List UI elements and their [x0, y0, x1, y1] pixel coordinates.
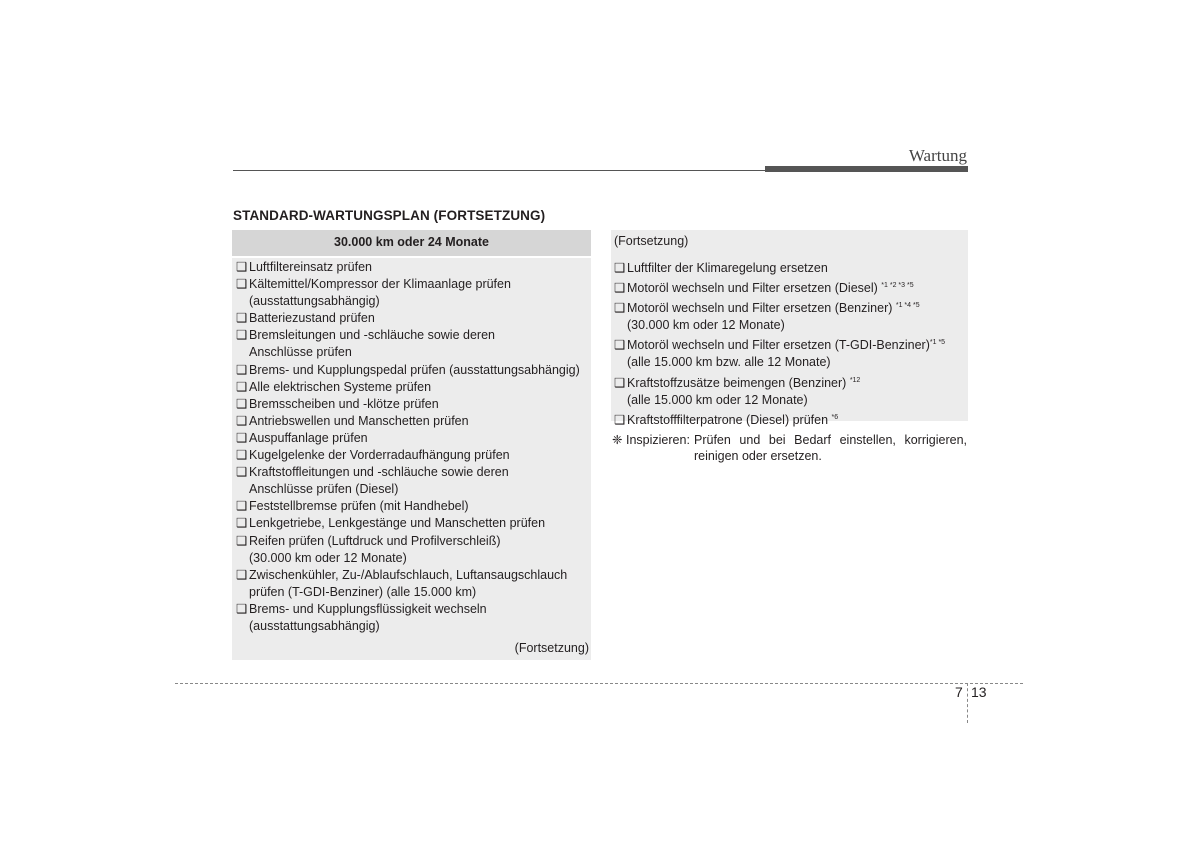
checklist-item	[614, 354, 966, 371]
checklist-item	[236, 293, 588, 310]
checkbox-icon: ❑	[236, 413, 248, 428]
header-title: Wartung	[908, 146, 967, 165]
footnote-marker: *1 *5	[929, 339, 946, 347]
note-line-2: reinigen oder ersetzen.	[694, 449, 822, 463]
checklist-item	[614, 334, 966, 354]
checkbox-icon: ❑	[236, 362, 248, 377]
checkbox-icon: ❑	[236, 311, 248, 326]
left-table-separator	[232, 256, 591, 258]
checklist-item-text: Motoröl wechseln und Filter ersetzen (T-GDI-Benziner)	[627, 338, 930, 353]
checklist-item-text: Antriebswellen und Manschetten prüfen	[249, 413, 469, 428]
checklist-item	[236, 584, 588, 601]
footnote-marker: *6	[831, 413, 839, 421]
checklist-item	[236, 567, 588, 584]
checklist-item-text: Lenkgetriebe, Lenkgestänge und Manschetten prüfen	[249, 516, 546, 531]
checkbox-icon: ❑	[614, 375, 626, 390]
checklist-item-text: Kraftstofffilterpatrone (Diesel) prüfen	[627, 412, 832, 427]
checklist-item-text: Reifen prüfen (Luftdruck und Profilverschleiß)	[249, 533, 501, 548]
note-term: Inspizieren:	[626, 433, 690, 447]
checkbox-icon: ❑	[236, 601, 248, 616]
checklist-item-text: (ausstattungsabhängig)	[249, 618, 380, 633]
checklist-item-text: Batteriezustand prüfen	[249, 311, 375, 326]
checkbox-icon: ❑	[614, 281, 626, 296]
checklist-item-text: Kältemittel/Kompressor der Klimaanlage prüfen	[249, 277, 511, 292]
checklist-item-text: (alle 15.000 km bzw. alle 12 Monate)	[627, 355, 831, 370]
checklist-item	[236, 464, 588, 481]
left-table-heading: 30.000 km oder 24 Monate	[232, 230, 591, 256]
header-rule	[233, 170, 765, 171]
checklist-item-text: Luftfilter der Klimaregelung ersetzen	[627, 261, 828, 275]
checklist-item-text: Bremsleitungen und -schläuche sowie deren	[249, 328, 495, 343]
checklist-item	[236, 396, 588, 413]
checklist-item-text: Brems- und Kupplungspedal prüfen (ausstattungsabhängig)	[249, 362, 580, 377]
checklist-item	[236, 344, 588, 361]
footnote-marker: *1 *4 *5	[895, 302, 920, 310]
checklist-item	[236, 413, 588, 430]
checklist-item-text: Bremsscheiben und -klötze prüfen	[249, 396, 439, 411]
checklist-item	[236, 481, 588, 498]
checkbox-icon: ❑	[236, 328, 248, 343]
checkbox-icon: ❑	[614, 301, 626, 316]
checklist-item	[236, 533, 588, 550]
checklist-item-text: Kraftstoffleitungen und -schläuche sowie deren	[249, 465, 509, 480]
checklist-item-text: Auspuffanlage prüfen	[249, 430, 368, 445]
checklist-item-text: Zwischenkühler, Zu-/Ablaufschlauch, Luftansaugschlauch	[249, 567, 568, 582]
checklist-item	[236, 618, 588, 635]
checkbox-icon: ❑	[236, 260, 248, 274]
checklist-item-text: Kraftstoffzusätze beimengen (Benziner)	[627, 375, 850, 390]
checkbox-icon: ❑	[236, 533, 248, 548]
right-continued-label: (Fortsetzung)	[614, 234, 689, 248]
checklist-item-text: Anschlüsse prüfen	[249, 345, 352, 360]
checklist-item	[614, 372, 966, 392]
checklist-item	[236, 515, 588, 532]
checklist-item	[236, 310, 588, 327]
header-bar	[765, 166, 968, 172]
checkbox-icon: ❑	[236, 516, 248, 531]
checklist-item	[614, 297, 966, 317]
page-chapter-number: 7	[955, 684, 963, 700]
checklist-item	[614, 409, 966, 429]
checklist-item-text: prüfen (T-GDI-Benziner) (alle 15.000 km)	[249, 584, 477, 599]
checklist-item-text: Anschlüsse prüfen (Diesel)	[249, 482, 399, 497]
footer-vertical-rule	[967, 683, 968, 723]
checklist-item	[236, 550, 588, 567]
checkbox-icon: ❑	[236, 396, 248, 411]
checklist-item	[236, 498, 588, 515]
note-line-1: Prüfen und bei Bedarf einstellen, korrigieren,	[694, 433, 967, 447]
footnote-marker: *1 *2 *3 *5	[881, 282, 914, 290]
checklist-item	[236, 259, 588, 276]
checklist-item	[236, 430, 588, 447]
right-checklist	[614, 260, 966, 429]
footnote-marker: *12	[849, 376, 861, 384]
checkbox-icon: ❑	[236, 277, 248, 292]
checklist-item	[236, 379, 588, 396]
checklist-item	[236, 362, 588, 379]
checklist-item-text: Kugelgelenke der Vorderradaufhängung prüfen	[249, 448, 510, 463]
checklist-item	[614, 317, 966, 334]
checklist-item-text: Motoröl wechseln und Filter ersetzen (Benziner)	[627, 301, 896, 316]
footer-dashed-rule	[175, 683, 1023, 684]
checklist-item-text: (ausstattungsabhängig)	[249, 294, 380, 309]
note-symbol: ❈	[612, 433, 623, 447]
checklist-item-text: Luftfiltereinsatz prüfen	[249, 260, 372, 274]
checkbox-icon: ❑	[236, 379, 248, 394]
checkbox-icon: ❑	[614, 412, 626, 427]
checklist-item-text: Alle elektrischen Systeme prüfen	[249, 379, 432, 394]
checklist-item-text: (alle 15.000 km oder 12 Monate)	[627, 392, 808, 407]
checklist-item-text: (30.000 km oder 12 Monate)	[249, 550, 407, 565]
section-title: STANDARD-WARTUNGSPLAN (FORTSETZUNG)	[233, 208, 546, 223]
checkbox-icon: ❑	[614, 261, 626, 275]
checklist-item-text: Motoröl wechseln und Filter ersetzen (Diesel)	[627, 281, 882, 296]
checklist-item-text: (30.000 km oder 12 Monate)	[627, 318, 785, 333]
checklist-item	[614, 392, 966, 409]
checklist-item-text: Brems- und Kupplungsflüssigkeit wechseln	[249, 601, 487, 616]
checkbox-icon: ❑	[614, 338, 626, 353]
checklist-item-text: Feststellbremse prüfen (mit Handhebel)	[249, 499, 469, 514]
checklist-item	[236, 601, 588, 618]
checkbox-icon: ❑	[236, 430, 248, 445]
left-checklist	[236, 259, 588, 635]
checklist-item	[614, 260, 966, 277]
checkbox-icon: ❑	[236, 465, 248, 480]
checkbox-icon: ❑	[236, 448, 248, 463]
page-number: 13	[971, 684, 987, 700]
checklist-item	[236, 276, 588, 293]
checkbox-icon: ❑	[236, 499, 248, 514]
checklist-item	[236, 447, 588, 464]
checklist-item	[236, 327, 588, 344]
checklist-item	[614, 277, 966, 297]
checkbox-icon: ❑	[236, 567, 248, 582]
left-continued-label: (Fortsetzung)	[514, 641, 589, 655]
